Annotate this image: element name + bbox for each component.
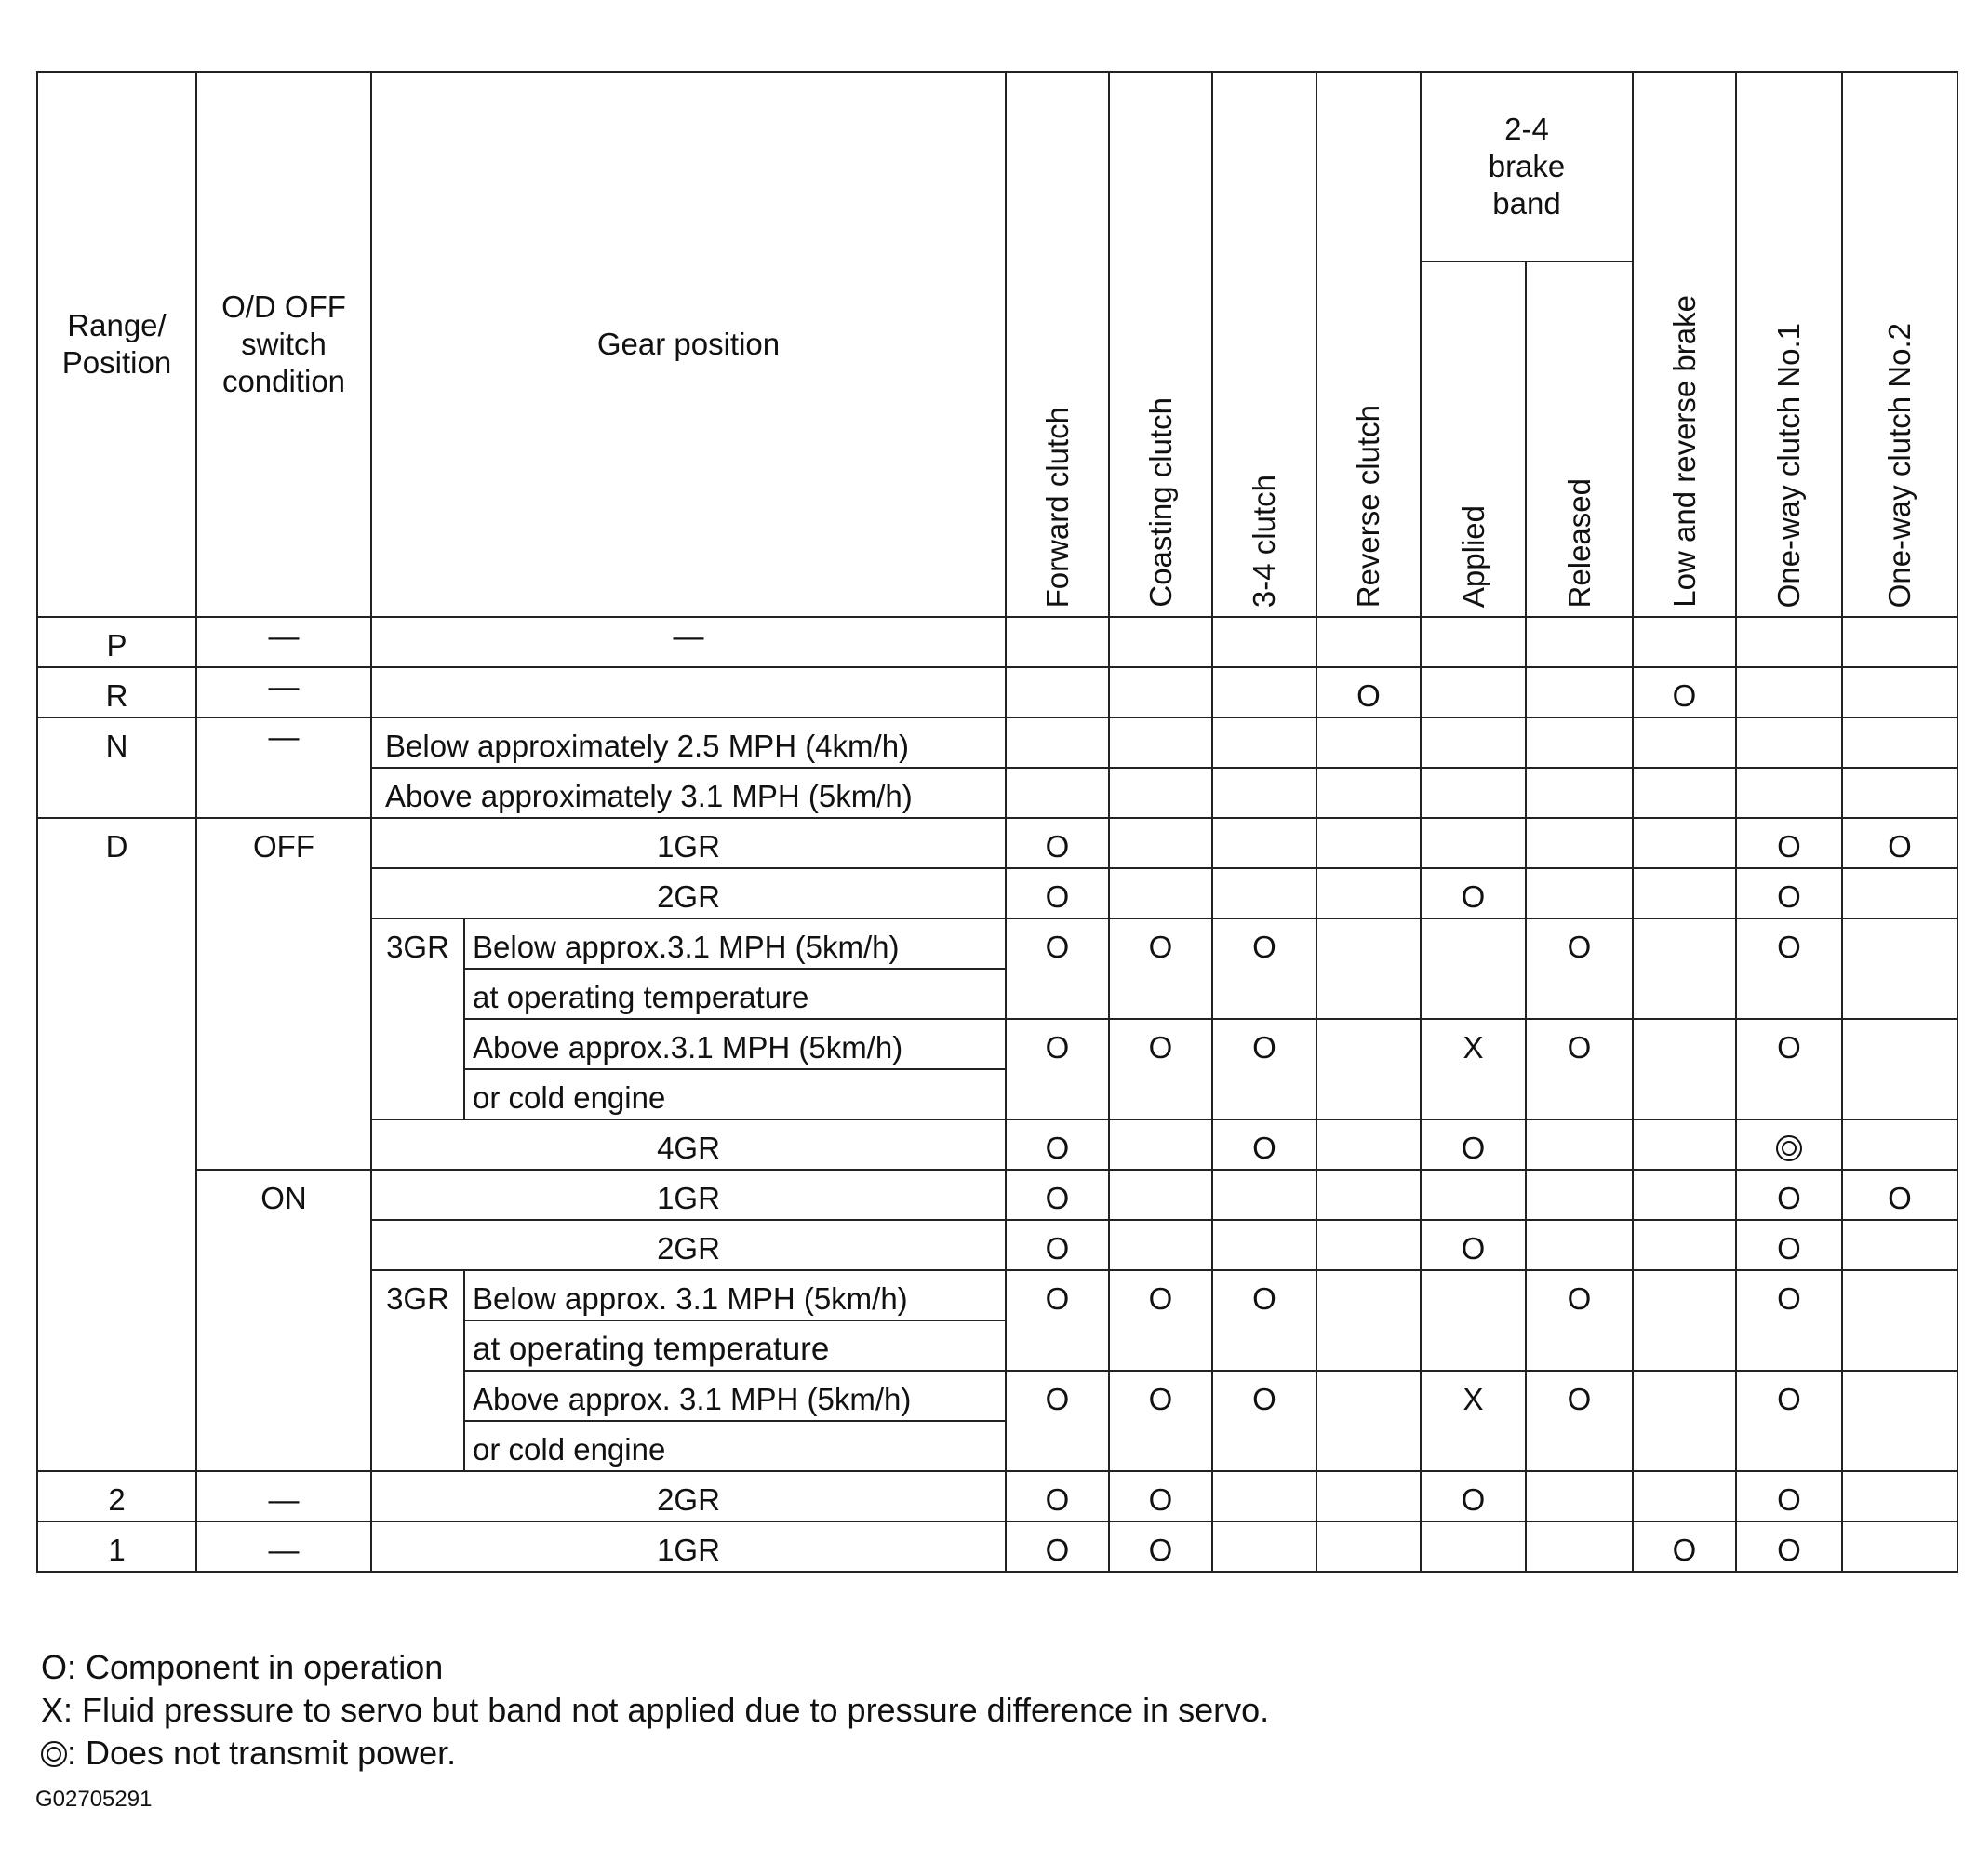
- cell-low-reverse: [1633, 1019, 1736, 1119]
- cell-gear: 2GR: [371, 1220, 1006, 1270]
- cell-low-reverse: [1633, 617, 1736, 667]
- cell-released: O: [1526, 1019, 1633, 1119]
- cell-low-reverse: [1633, 1119, 1736, 1170]
- table-row-d-off-1gr: [37, 818, 1957, 868]
- header-forward-clutch: [1006, 72, 1109, 617]
- cell-gear: 4GR: [371, 1119, 1006, 1170]
- cell-coasting: [1109, 617, 1212, 667]
- cell-34: O: [1212, 1019, 1316, 1119]
- cell-reverse: [1316, 717, 1421, 768]
- cell-gear-3gr: 3GR: [371, 1270, 464, 1471]
- table-row-p: [37, 617, 1957, 667]
- cell-condition: Below approx. 3.1 MPH (5km/h): [464, 1270, 1006, 1320]
- cell-oneway1: [1736, 617, 1842, 667]
- header-released-label: Released: [1561, 477, 1596, 608]
- cell-low-reverse: [1633, 918, 1736, 1019]
- cell-gear: Below approximately 2.5 MPH (4km/h): [371, 717, 1006, 768]
- legend-no-power: [41, 1732, 456, 1775]
- double-circle-icon: [1776, 1135, 1802, 1161]
- cell-oneway2: [1842, 868, 1957, 918]
- cell-oneway1: [1736, 768, 1842, 818]
- cell-released: O: [1526, 918, 1633, 1019]
- cell-released: [1526, 768, 1633, 818]
- cell-applied: O: [1421, 1119, 1526, 1170]
- header-34-clutch-label: 3-4 clutch: [1247, 474, 1281, 608]
- header-od-off-switch-label: O/D OFF switch condition: [221, 289, 346, 398]
- header-od-off-switch: [196, 72, 371, 617]
- cell-34: O: [1212, 1371, 1316, 1471]
- cell-coasting: O: [1109, 1270, 1212, 1371]
- cell-oneway1: O: [1736, 1521, 1842, 1572]
- cell-gear: —: [371, 617, 1006, 667]
- cell-low-reverse: O: [1633, 1521, 1736, 1572]
- cell-oneway2: [1842, 1119, 1957, 1170]
- cell-condition: Below approx.3.1 MPH (5km/h): [464, 918, 1006, 969]
- cell-gear: 1GR: [371, 1170, 1006, 1220]
- cell-oneway1: O: [1736, 868, 1842, 918]
- cell-oneway2: [1842, 1270, 1957, 1371]
- cell-applied: X: [1421, 1371, 1526, 1471]
- header-oneway-clutch-2: [1842, 72, 1957, 617]
- cell-condition: Above approx.3.1 MPH (5km/h): [464, 1019, 1006, 1069]
- cell-34: [1212, 1471, 1316, 1521]
- table-row-r: [37, 667, 1957, 717]
- legend-fluid-pressure: X: Fluid pressure to servo but band not applied due to pressure difference in servo.: [41, 1691, 1270, 1729]
- cell-reverse: [1316, 1019, 1421, 1119]
- cell-applied: [1421, 1270, 1526, 1371]
- cell-low-reverse: O: [1633, 667, 1736, 717]
- cell-34: [1212, 868, 1316, 918]
- cell-condition-2: or cold engine: [464, 1069, 1006, 1119]
- cell-oneway1: O: [1736, 1220, 1842, 1270]
- cell-applied: [1421, 717, 1526, 768]
- cell-low-reverse: [1633, 1471, 1736, 1521]
- cell-released: O: [1526, 1371, 1633, 1471]
- cell-oneway2: O: [1842, 1170, 1957, 1220]
- cell-34: [1212, 1521, 1316, 1572]
- table-row-2: [37, 1471, 1957, 1521]
- header-brake-band-label: 2-4 brake band: [1488, 112, 1566, 221]
- cell-oneway2: [1842, 768, 1957, 818]
- header-gear-position-label: Gear position: [596, 327, 781, 361]
- cell-forward: [1006, 768, 1109, 818]
- cell-forward: O: [1006, 818, 1109, 868]
- cell-range: D: [37, 818, 196, 1471]
- cell-coasting: O: [1109, 1371, 1212, 1471]
- cell-oneway2: [1842, 1471, 1957, 1521]
- cell-applied: [1421, 818, 1526, 868]
- cell-released: O: [1526, 1270, 1633, 1371]
- cell-reverse: [1316, 1371, 1421, 1471]
- header-oneway-clutch-1-label: One-way clutch No.1: [1771, 322, 1806, 608]
- cell-applied: [1421, 1170, 1526, 1220]
- cell-gear: 2GR: [371, 868, 1006, 918]
- cell-34: [1212, 1170, 1316, 1220]
- cell-condition-2: at operating temperature: [464, 1320, 1006, 1371]
- cell-forward: O: [1006, 1170, 1109, 1220]
- cell-coasting: [1109, 868, 1212, 918]
- cell-oneway1: O: [1736, 918, 1842, 1019]
- cell-low-reverse: [1633, 717, 1736, 768]
- cell-coasting: O: [1109, 918, 1212, 1019]
- cell-forward: O: [1006, 1220, 1109, 1270]
- cell-reverse: [1316, 1220, 1421, 1270]
- cell-applied: O: [1421, 1220, 1526, 1270]
- cell-released: [1526, 667, 1633, 717]
- cell-coasting: [1109, 667, 1212, 717]
- cell-34: [1212, 768, 1316, 818]
- cell-low-reverse: [1633, 768, 1736, 818]
- cell-oneway2: [1842, 1220, 1957, 1270]
- cell-coasting: [1109, 1170, 1212, 1220]
- cell-34: [1212, 818, 1316, 868]
- cell-gear: 1GR: [371, 1521, 1006, 1572]
- cell-coasting: O: [1109, 1521, 1212, 1572]
- cell-34: [1212, 667, 1316, 717]
- cell-applied: O: [1421, 868, 1526, 918]
- cell-forward: [1006, 667, 1109, 717]
- cell-low-reverse: [1633, 1270, 1736, 1371]
- cell-released: [1526, 868, 1633, 918]
- cell-low-reverse: [1633, 868, 1736, 918]
- cell-oneway2: [1842, 617, 1957, 667]
- header-reverse-clutch: [1316, 72, 1421, 617]
- cell-reverse: [1316, 818, 1421, 868]
- header-reverse-clutch-label: Reverse clutch: [1351, 404, 1385, 608]
- cell-forward: O: [1006, 918, 1109, 1019]
- cell-low-reverse: [1633, 1220, 1736, 1270]
- cell-range: 2: [37, 1471, 196, 1521]
- cell-34: O: [1212, 918, 1316, 1019]
- cell-coasting: [1109, 768, 1212, 818]
- cell-coasting: [1109, 717, 1212, 768]
- cell-low-reverse: [1633, 1371, 1736, 1471]
- cell-condition-2: or cold engine: [464, 1421, 1006, 1471]
- header-range-position-label: Range/ Position: [61, 308, 172, 380]
- cell-oneway1: O: [1736, 1371, 1842, 1471]
- cell-reverse: [1316, 1471, 1421, 1521]
- cell-applied: [1421, 1521, 1526, 1572]
- cell-released: [1526, 717, 1633, 768]
- cell-gear-3gr: 3GR: [371, 918, 464, 1119]
- header-gear-position: [371, 72, 1006, 617]
- cell-range: P: [37, 617, 196, 667]
- cell-reverse: [1316, 768, 1421, 818]
- cell-reverse: O: [1316, 667, 1421, 717]
- cell-gear: [371, 667, 1006, 717]
- cell-coasting: O: [1109, 1019, 1212, 1119]
- cell-oneway1: O: [1736, 818, 1842, 868]
- cell-gear: 2GR: [371, 1471, 1006, 1521]
- cell-od: OFF: [196, 818, 371, 1170]
- cell-od: —: [196, 1521, 371, 1572]
- cell-reverse: [1316, 918, 1421, 1019]
- cell-released: [1526, 617, 1633, 667]
- cell-reverse: [1316, 1270, 1421, 1371]
- cell-applied: [1421, 768, 1526, 818]
- header-oneway-clutch-2-label: One-way clutch No.2: [1882, 322, 1917, 608]
- header-oneway-clutch-1: [1736, 72, 1842, 617]
- cell-forward: O: [1006, 868, 1109, 918]
- cell-released: [1526, 1220, 1633, 1270]
- cell-released: [1526, 1471, 1633, 1521]
- cell-oneway2: [1842, 918, 1957, 1019]
- cell-od: —: [196, 667, 371, 717]
- header-coasting-clutch-label: Coasting clutch: [1142, 397, 1178, 608]
- cell-forward: O: [1006, 1119, 1109, 1170]
- header-coasting-clutch: [1109, 72, 1212, 617]
- cell-34: O: [1212, 1119, 1316, 1170]
- header-applied: [1421, 261, 1526, 617]
- cell-range: 1: [37, 1521, 196, 1572]
- cell-reverse: [1316, 617, 1421, 667]
- cell-low-reverse: [1633, 818, 1736, 868]
- cell-forward: O: [1006, 1471, 1109, 1521]
- legend-no-power-text: : Does not transmit power.: [67, 1734, 457, 1772]
- table-row-n-a: [37, 717, 1957, 768]
- cell-released: [1526, 1521, 1633, 1572]
- cell-reverse: [1316, 1119, 1421, 1170]
- cell-gear: 1GR: [371, 818, 1006, 868]
- cell-oneway2: [1842, 667, 1957, 717]
- cell-released: [1526, 1119, 1633, 1170]
- header-range-position: [37, 72, 196, 617]
- table-row-d-on-1gr: [37, 1170, 1957, 1220]
- cell-34: [1212, 717, 1316, 768]
- header-forward-clutch-label: Forward clutch: [1039, 406, 1075, 608]
- cell-condition-2: at operating temperature: [464, 969, 1006, 1019]
- cell-oneway1: [1736, 1119, 1842, 1170]
- cell-oneway2: [1842, 1019, 1957, 1119]
- header-low-reverse-brake-label: Low and reverse brake: [1666, 295, 1702, 608]
- cell-applied: [1421, 617, 1526, 667]
- cell-34: O: [1212, 1270, 1316, 1371]
- cell-od: —: [196, 617, 371, 667]
- header-released: [1526, 261, 1633, 617]
- cell-oneway1: O: [1736, 1170, 1842, 1220]
- cell-reverse: [1316, 868, 1421, 918]
- cell-forward: O: [1006, 1371, 1109, 1471]
- table-row-1: [37, 1521, 1957, 1572]
- cell-condition: Above approx. 3.1 MPH (5km/h): [464, 1371, 1006, 1421]
- cell-forward: O: [1006, 1270, 1109, 1371]
- header-row-top: [37, 72, 1957, 261]
- cell-gear: Above approximately 3.1 MPH (5km/h): [371, 768, 1006, 818]
- cell-range: N: [37, 717, 196, 818]
- cell-oneway2: [1842, 1521, 1957, 1572]
- legend-operation: O: Component in operation: [41, 1648, 444, 1686]
- cell-released: [1526, 1170, 1633, 1220]
- cell-od: ON: [196, 1170, 371, 1471]
- double-circle-icon: [41, 1741, 67, 1767]
- header-34-clutch: [1212, 72, 1316, 617]
- cell-released: [1526, 818, 1633, 868]
- cell-applied: O: [1421, 1471, 1526, 1521]
- clutch-operation-table: [36, 71, 1958, 1573]
- cell-reverse: [1316, 1170, 1421, 1220]
- cell-forward: [1006, 617, 1109, 667]
- cell-forward: O: [1006, 1521, 1109, 1572]
- cell-range: R: [37, 667, 196, 717]
- cell-oneway1: O: [1736, 1019, 1842, 1119]
- cell-oneway2: [1842, 1371, 1957, 1471]
- cell-34: [1212, 1220, 1316, 1270]
- cell-oneway1: [1736, 667, 1842, 717]
- figure-code: G02705291: [35, 1787, 153, 1812]
- cell-applied: [1421, 918, 1526, 1019]
- cell-applied: [1421, 667, 1526, 717]
- cell-reverse: [1316, 1521, 1421, 1572]
- cell-od: —: [196, 1471, 371, 1521]
- cell-oneway2: [1842, 717, 1957, 768]
- cell-od: —: [196, 717, 371, 818]
- header-low-reverse-brake: [1633, 72, 1736, 617]
- cell-low-reverse: [1633, 1170, 1736, 1220]
- cell-oneway1: O: [1736, 1471, 1842, 1521]
- cell-coasting: [1109, 1119, 1212, 1170]
- header-brake-band: [1421, 72, 1633, 261]
- cell-34: [1212, 617, 1316, 667]
- cell-oneway1: [1736, 717, 1842, 768]
- cell-forward: O: [1006, 1019, 1109, 1119]
- cell-coasting: [1109, 1220, 1212, 1270]
- cell-coasting: [1109, 818, 1212, 868]
- cell-applied: X: [1421, 1019, 1526, 1119]
- cell-oneway1: O: [1736, 1270, 1842, 1371]
- cell-oneway2: O: [1842, 818, 1957, 868]
- header-applied-label: Applied: [1455, 504, 1490, 608]
- cell-coasting: O: [1109, 1471, 1212, 1521]
- cell-forward: [1006, 717, 1109, 768]
